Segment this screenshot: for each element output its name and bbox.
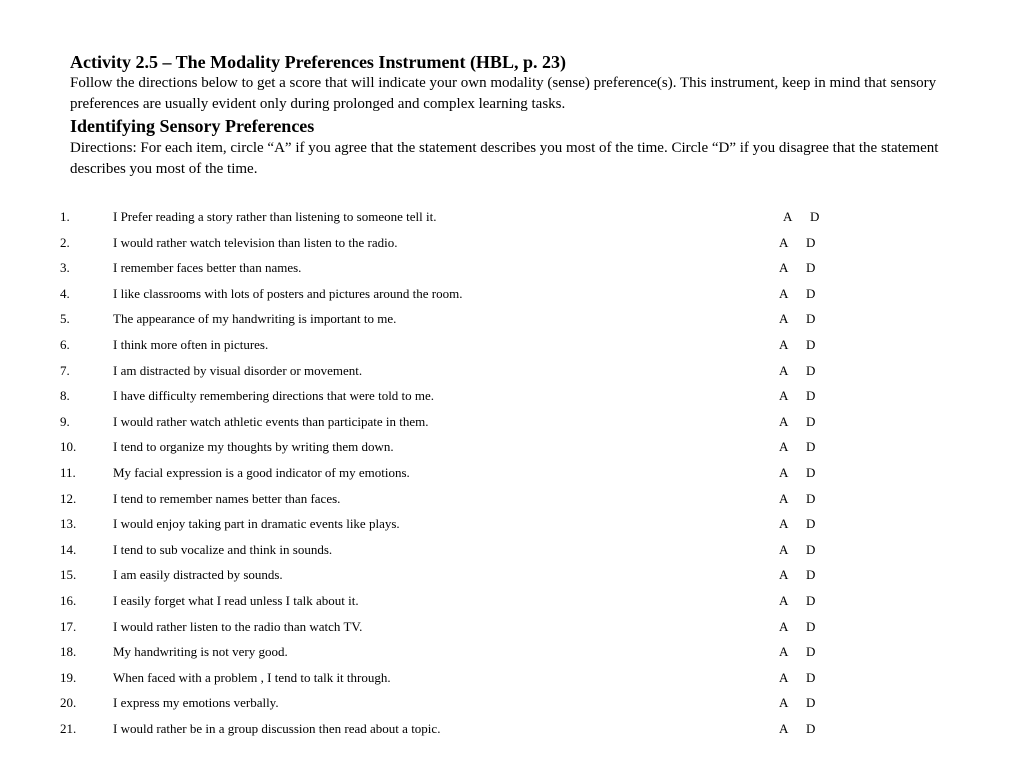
item-number: 2. (60, 234, 70, 250)
agree-option[interactable]: A (779, 490, 789, 506)
agree-option[interactable]: A (779, 388, 789, 404)
disagree-option[interactable]: D (810, 209, 820, 224)
item-number: 21. (60, 720, 77, 736)
list-item (0, 358, 1024, 384)
item-statement: I would rather listen to the radio than watch TV. (113, 618, 363, 634)
agree-option[interactable]: A (779, 413, 789, 429)
agree-option[interactable]: A (779, 516, 789, 532)
item-statement: My facial expression is a good indicator of my emotions. (113, 464, 410, 480)
disagree-option[interactable]: D (806, 234, 816, 250)
disagree-option[interactable]: D (806, 490, 816, 506)
item-number: 4. (60, 285, 70, 301)
item-statement: I remember faces better than names. (113, 260, 302, 276)
list-item (0, 665, 1024, 691)
item-statement: I would rather be in a group discussion then read about a topic. (113, 720, 441, 736)
item-number: 6. (60, 336, 70, 352)
item-statement: I tend to sub vocalize and think in sounds. (113, 541, 333, 557)
list-item (0, 332, 1024, 358)
item-number: 20. (60, 695, 77, 711)
item-statement: I have difficulty remembering directions that were told to me. (113, 388, 435, 404)
item-statement: I would rather watch athletic events than participate in them. (113, 413, 429, 429)
list-item (0, 204, 1024, 230)
agree-option[interactable]: A (779, 439, 789, 455)
disagree-option[interactable]: D (806, 336, 816, 352)
list-item (0, 281, 1024, 307)
agree-option[interactable]: A (779, 260, 789, 276)
item-number: 11. (60, 464, 76, 480)
disagree-option[interactable]: D (806, 464, 816, 480)
agree-option[interactable]: A (779, 234, 789, 250)
item-statement: When faced with a problem , I tend to talk it through. (113, 669, 391, 685)
disagree-option[interactable]: D (806, 311, 816, 327)
item-number: 15. (60, 567, 77, 583)
list-item (0, 690, 1024, 716)
agree-option[interactable]: A (779, 336, 789, 352)
item-number: 9. (60, 413, 70, 429)
list-item (0, 230, 1024, 256)
item-number: 3. (60, 260, 70, 276)
disagree-option[interactable]: D (806, 567, 816, 583)
item-number: 17. (60, 618, 77, 634)
disagree-option[interactable]: D (806, 439, 816, 455)
list-item (0, 434, 1024, 460)
disagree-option[interactable]: D (806, 362, 816, 378)
agree-option[interactable]: A (779, 592, 789, 608)
agree-option[interactable]: A (779, 720, 789, 736)
item-statement: I am distracted by visual disorder or movement. (113, 362, 363, 378)
agree-option[interactable]: A (779, 567, 789, 583)
agree-option[interactable]: A (779, 464, 789, 480)
item-number: 7. (60, 362, 70, 378)
list-item (0, 383, 1024, 409)
disagree-option[interactable]: D (806, 413, 816, 429)
disagree-option[interactable]: D (806, 618, 816, 634)
list-item (0, 486, 1024, 512)
instrument-header (70, 51, 940, 180)
item-statement: I like classrooms with lots of posters and pictures around the room. (113, 285, 463, 301)
item-number: 12. (60, 490, 77, 506)
disagree-option[interactable]: D (806, 695, 816, 711)
item-statement: I express my emotions verbally. (113, 695, 279, 711)
list-item (0, 306, 1024, 332)
section-heading: Identifying Sensory Preferences (70, 116, 315, 136)
list-item (0, 460, 1024, 486)
disagree-option[interactable]: D (806, 388, 816, 404)
agree-option[interactable]: A (779, 695, 789, 711)
item-statement: I am easily distracted by sounds. (113, 567, 283, 583)
item-statement: I easily forget what I read unless I talk about it. (113, 592, 359, 608)
item-number: 14. (60, 541, 77, 557)
item-number: 19. (60, 669, 77, 685)
item-statement: My handwriting is not very good. (113, 644, 288, 660)
disagree-option[interactable]: D (806, 260, 816, 276)
list-item (0, 537, 1024, 563)
agree-option[interactable]: A (779, 541, 789, 557)
item-number: 5. (60, 311, 70, 327)
list-item (0, 409, 1024, 435)
item-number: 10. (60, 439, 77, 455)
directions-paragraph: Directions: For each item, circle “A” if you agree that the statement describes you most of the time. Circle “D” if you disagree that the statement describes you most of the time. (70, 140, 939, 177)
list-item (0, 639, 1024, 665)
list-item (0, 511, 1024, 537)
item-statement: I Prefer reading a story rather than listening to someone tell it. (113, 209, 437, 224)
disagree-option[interactable]: D (806, 541, 816, 557)
page-title: Activity 2.5 – The Modality Preferences Instrument (HBL, p. 23) (70, 52, 566, 72)
agree-option[interactable]: A (779, 618, 789, 634)
item-statement: I tend to remember names better than faces. (113, 490, 341, 506)
list-item (0, 716, 1024, 742)
item-number: 18. (60, 644, 77, 660)
list-item (0, 562, 1024, 588)
list-item (0, 614, 1024, 640)
disagree-option[interactable]: D (806, 669, 816, 685)
agree-option[interactable]: A (779, 669, 789, 685)
agree-option[interactable]: A (779, 311, 789, 327)
item-statement: I would enjoy taking part in dramatic events like plays. (113, 516, 400, 532)
list-item (0, 255, 1024, 281)
agree-option[interactable]: A (779, 285, 789, 301)
disagree-option[interactable]: D (806, 644, 816, 660)
agree-option[interactable]: A (779, 362, 789, 378)
agree-option[interactable]: A (783, 209, 793, 224)
intro-paragraph: Follow the directions below to get a score that will indicate your own modality (sense) preference(s). This instrument, keep in mind that sensory preferences are usually evident only during prolonged and complex learning tasks. (70, 75, 937, 112)
item-number: 8. (60, 388, 70, 404)
disagree-option[interactable]: D (806, 720, 816, 736)
item-number: 1. (60, 209, 70, 224)
item-statement: I tend to organize my thoughts by writing them down. (113, 439, 394, 455)
disagree-option[interactable]: D (806, 516, 816, 532)
item-statement: I think more often in pictures. (113, 336, 269, 352)
list-item (0, 588, 1024, 614)
agree-option[interactable]: A (779, 644, 789, 660)
disagree-option[interactable]: D (806, 592, 816, 608)
statement-list (0, 204, 1024, 741)
item-number: 13. (60, 516, 77, 532)
item-number: 16. (60, 592, 77, 608)
disagree-option[interactable]: D (806, 285, 816, 301)
item-statement: The appearance of my handwriting is important to me. (113, 311, 397, 327)
item-statement: I would rather watch television than listen to the radio. (113, 234, 398, 250)
